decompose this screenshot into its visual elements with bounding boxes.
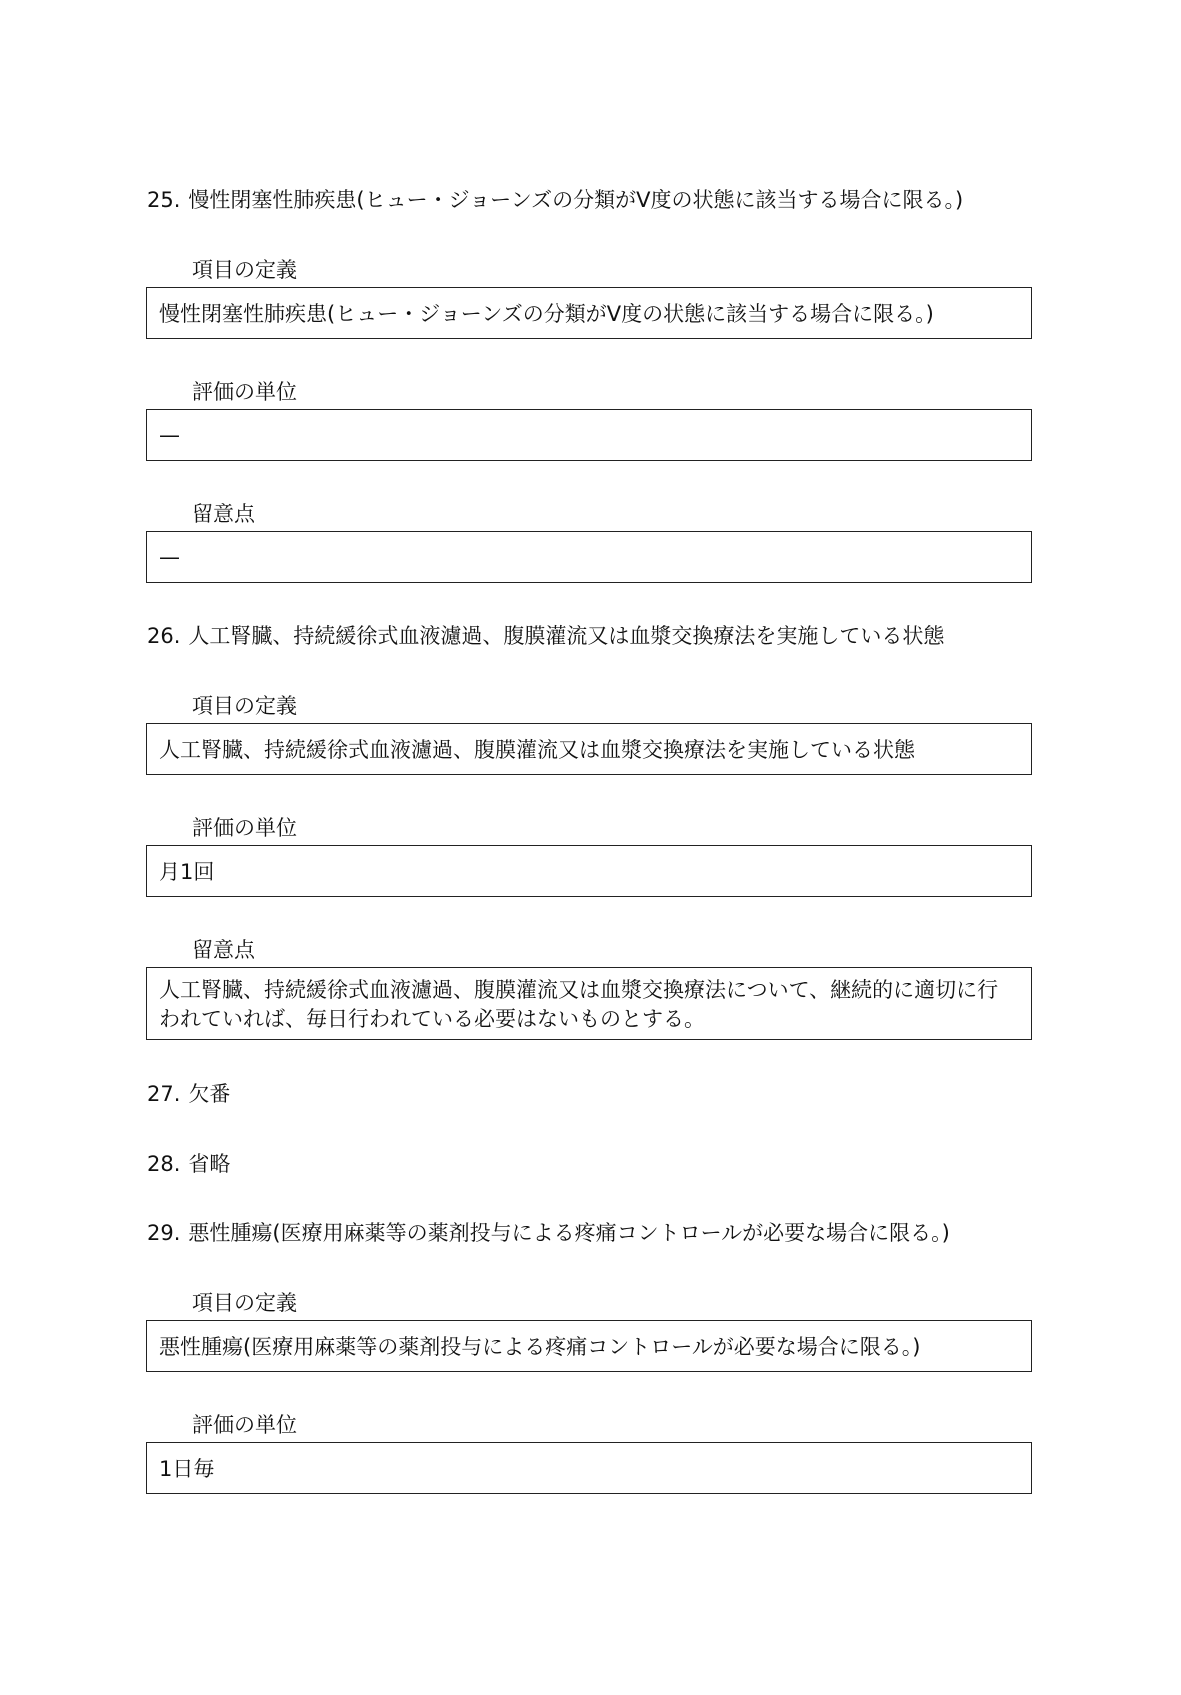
unit-label: 評価の単位 xyxy=(192,1413,297,1437)
item-number: 26. xyxy=(147,624,181,648)
definition-box xyxy=(146,723,1032,775)
unit-box xyxy=(146,845,1032,897)
notes-line: われていれば、毎日行われている必要はないものとする。 xyxy=(159,1007,705,1031)
notes-line: 人工腎臓、持続緩徐式血液濾過、腹膜灌流又は血漿交換療法について、継続的に適切に行 xyxy=(159,978,999,1002)
definition-label: 項目の定義 xyxy=(192,258,297,282)
item-title: 欠番 xyxy=(188,1082,231,1106)
item-title: 省略 xyxy=(188,1152,231,1176)
item-number: 29. xyxy=(147,1221,181,1245)
item-title: 慢性閉塞性肺疾患(ヒュー・ジョーンズの分類がⅤ度の状態に該当する場合に限る。) xyxy=(188,188,964,212)
definition-label: 項目の定義 xyxy=(192,1291,297,1315)
item-title: 人工腎臓、持続緩徐式血液濾過、腹膜灌流又は血漿交換療法を実施している状態 xyxy=(188,624,945,648)
definition-box xyxy=(146,287,1032,339)
item-number: 25. xyxy=(147,188,181,212)
unit-text: 月1回 xyxy=(159,860,215,884)
definition-label: 項目の定義 xyxy=(192,694,297,718)
unit-box xyxy=(146,409,1032,461)
item-title: 悪性腫瘍(医療用麻薬等の薬剤投与による疼痛コントロールが必要な場合に限る。) xyxy=(188,1221,950,1245)
notes-label: 留意点 xyxy=(192,938,255,962)
item-26-heading xyxy=(147,622,944,650)
item-number: 28. xyxy=(147,1152,181,1176)
notes-text: — xyxy=(159,545,180,569)
unit-text: 1日毎 xyxy=(159,1457,215,1481)
definition-text: 悪性腫瘍(医療用麻薬等の薬剤投与による疼痛コントロールが必要な場合に限る。) xyxy=(159,1335,921,1359)
notes-box xyxy=(146,531,1032,583)
notes-text xyxy=(159,976,998,1034)
unit-label: 評価の単位 xyxy=(192,380,297,404)
unit-box xyxy=(146,1442,1032,1494)
item-29-heading xyxy=(147,1219,950,1247)
item-25-heading xyxy=(147,186,963,214)
definition-text: 慢性閉塞性肺疾患(ヒュー・ジョーンズの分類がⅤ度の状態に該当する場合に限る。) xyxy=(159,302,934,326)
item-27-heading xyxy=(147,1080,230,1108)
unit-text: — xyxy=(159,423,180,447)
item-28-heading xyxy=(147,1150,230,1178)
item-number: 27. xyxy=(147,1082,181,1106)
notes-label: 留意点 xyxy=(192,502,255,526)
definition-text: 人工腎臓、持続緩徐式血液濾過、腹膜灌流又は血漿交換療法を実施している状態 xyxy=(159,738,915,762)
definition-box xyxy=(146,1320,1032,1372)
unit-label: 評価の単位 xyxy=(192,816,297,840)
notes-box xyxy=(146,967,1032,1040)
